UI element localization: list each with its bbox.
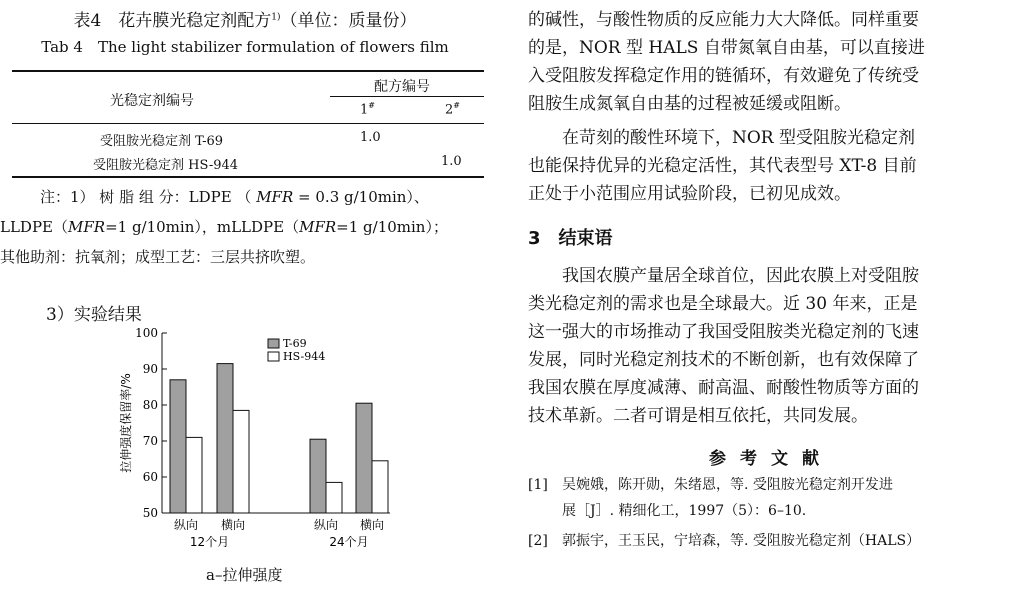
x-tick-label: 纵向	[313, 518, 339, 532]
table-row-2-v2: 1.0	[441, 154, 462, 169]
table-row-1-v1: 1.0	[360, 130, 381, 145]
para2_lines-line: 在苛刻的酸性环境下，NOR 型受阻胺光稳定剂	[562, 128, 916, 148]
para3_lines-line: 我国农膜产量居全球首位，因此农膜上对受阻胺	[562, 266, 919, 286]
legend-swatch-HS-944	[268, 352, 279, 361]
x-tick-label: 横向	[359, 518, 385, 532]
table-row-2-name: 受阻胺光稳定剂 HS-944	[93, 158, 239, 173]
y-tick-label: 80	[142, 398, 158, 412]
table-group-header: 配方编号	[374, 79, 430, 95]
para2_lines-line: 也能保持优异的光稳定活性，其代表型号 XT-8 目前	[528, 156, 917, 176]
bar-T-69	[170, 380, 186, 513]
para1_lines-line: 的是，NOR 型 HALS 自带氮氧自由基，可以直接进	[528, 38, 925, 58]
para3_lines-line: 发展，同时光稳定剂技术的不断创新，也有效保障了	[528, 350, 919, 370]
y-tick-label: 100	[135, 326, 158, 340]
bar-T-69	[217, 364, 233, 513]
para1_lines-line: 的碱性，与酸性物质的反应能力大大降低。同样重要	[528, 10, 919, 30]
table-top-rule	[12, 70, 484, 72]
para3_lines-line: 这一强大的市场推动了我国受阻胺类光稳定剂的飞速	[528, 322, 919, 342]
right-column	[528, 0, 1014, 591]
group-label: 24个月	[329, 535, 369, 549]
bar-HS-944	[326, 482, 342, 513]
reference-2: [2] 郭振宇，王玉民，宁培森，等. 受阻胺光稳定剂（HALS）	[528, 533, 921, 549]
y-tick-label: 70	[142, 434, 158, 448]
section-heading: 3 结束语	[528, 228, 613, 249]
tensile-chart	[100, 323, 400, 563]
bar-HS-944	[186, 437, 202, 513]
table-title-en: Tab 4 The light stabilizer formulation of flowers film	[41, 38, 449, 56]
para1_lines-line: 入受阻胺发挥稳定作用的链循环，有效避免了传统受	[528, 66, 919, 86]
para2_lines-line: 正处于小范围应用试验阶段，已初见成效。	[528, 184, 851, 204]
references-heading: 参考文献	[709, 449, 833, 469]
x-tick-label: 纵向	[173, 518, 199, 532]
bar-T-69	[356, 403, 372, 513]
para1_lines-line: 阻胺生成氮氧自由基的过程被延缓或阻断。	[528, 94, 851, 114]
para3_lines-line: 类光稳定剂的需求也是全球最大。近 30 年来，正是	[528, 294, 918, 314]
table-sub-header-1: 1#	[360, 101, 375, 118]
table-sub-header-2: 2#	[445, 101, 460, 118]
para3_lines-line: 技术革新。二者可谓是相互依托，共同发展。	[528, 406, 868, 426]
table-header-rule	[12, 123, 484, 124]
para3_lines-line: 我国农膜在厚度减薄、耐高温、耐酸性物质等方面的	[528, 378, 919, 398]
left-column	[0, 0, 490, 591]
legend-swatch-T-69	[268, 339, 279, 348]
reference-1: [1] 吴婉娥，陈开勋，朱绪恩，等. 受阻胺光稳定剂开发进 展［J］. 精细化工，1997（5）：6–10.	[528, 477, 893, 519]
group-label: 12个月	[189, 535, 230, 549]
bar-T-69	[310, 439, 326, 513]
legend-label: T-69	[283, 337, 307, 350]
y-tick-label: 60	[142, 470, 158, 484]
results-heading: 3）实验结果	[46, 305, 142, 325]
note-line-3: 其他助剂：抗氧剂；成型工艺：三层共挤吹塑。	[0, 248, 316, 266]
table-title-cn: 表4 花卉膜光稳定剂配方$^{1)}$（单位：质量份）	[73, 11, 417, 31]
note-line-1: 注：1） 树 脂 组 分：LDPE （ MFR = 0.3 g/10min）、	[40, 188, 429, 206]
x-tick-label: 横向	[220, 518, 246, 532]
bar-HS-944	[233, 410, 249, 513]
legend-label: HS-944	[283, 350, 326, 363]
table-bottom-rule	[12, 176, 484, 178]
chart-caption: a–拉伸强度	[206, 566, 283, 584]
note-line-2: LLDPE（MFR=1 g/10min），mLLDPE（MFR=1 g/10min）；	[0, 218, 448, 236]
y-tick-label: 50	[142, 506, 158, 520]
bar-HS-944	[372, 461, 388, 513]
y-tick-label: 90	[142, 362, 158, 376]
y-axis-label: 拉伸强度保留率/%	[119, 373, 133, 473]
table-col-header: 光稳定剂编号	[110, 93, 194, 109]
table-row-1-name: 受阻胺光稳定剂 T-69	[100, 134, 224, 149]
table-group-rule	[330, 96, 484, 97]
